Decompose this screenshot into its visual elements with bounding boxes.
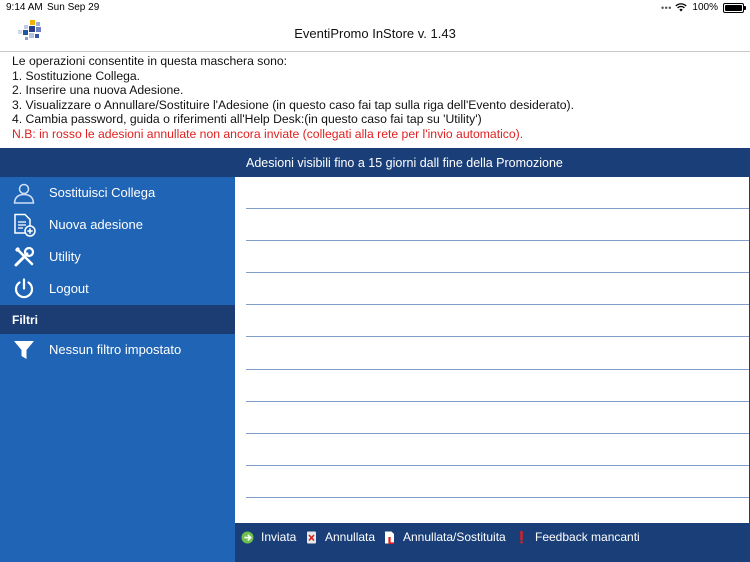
legend-sent bbox=[241, 530, 296, 544]
sidebar-item-nuova-adesione[interactable] bbox=[0, 209, 235, 241]
new-document-icon bbox=[12, 213, 36, 237]
filter-icon bbox=[12, 338, 36, 362]
battery-percent: 100% bbox=[692, 2, 718, 13]
status-right bbox=[661, 2, 744, 13]
sidebar-item-filter[interactable] bbox=[0, 334, 235, 366]
list-row-divider bbox=[246, 208, 750, 209]
sidebar-item-label: Utility bbox=[49, 249, 81, 264]
list-row-divider bbox=[246, 401, 750, 402]
status-bar bbox=[0, 0, 750, 16]
instruction-line: 1. Sostituzione Collega. bbox=[12, 68, 141, 83]
sidebar-item-label: Nuova adesione bbox=[49, 217, 143, 232]
sent-status-icon bbox=[241, 531, 254, 544]
list-row-divider bbox=[246, 497, 750, 498]
adesioni-heading: Adesioni visibili fino a 15 giorni dall fine della Promozione bbox=[235, 148, 750, 177]
cancelled-document-icon bbox=[305, 531, 318, 544]
filters-heading: Filtri bbox=[0, 305, 235, 334]
exclamation-icon bbox=[515, 531, 528, 544]
list-row-divider bbox=[246, 465, 750, 466]
wifi-icon bbox=[675, 3, 687, 12]
instructions-panel bbox=[12, 54, 574, 142]
instruction-line: Le operazioni consentite in questa maschera sono: bbox=[12, 54, 288, 68]
cancelled-replaced-document-icon bbox=[383, 531, 396, 544]
legend-bar bbox=[235, 523, 750, 562]
list-row-divider bbox=[246, 304, 750, 305]
list-row-divider bbox=[246, 433, 750, 434]
legend-label: Annullata/Sostituita bbox=[403, 530, 506, 544]
legend-cancelled-replaced bbox=[383, 530, 506, 544]
list-row-divider bbox=[246, 369, 750, 370]
tools-icon bbox=[12, 245, 36, 269]
sidebar bbox=[0, 148, 235, 562]
user-icon bbox=[12, 181, 36, 205]
sidebar-item-label: Sostituisci Collega bbox=[49, 185, 156, 200]
instruction-line: 4. Cambia password, guida o riferimenti all'Help Desk:(in questo caso fai tap su 'Utility') bbox=[12, 112, 482, 127]
sidebar-item-logout[interactable] bbox=[0, 273, 235, 305]
sidebar-item-sostituisci-collega[interactable] bbox=[0, 177, 235, 209]
sidebar-item-utility[interactable] bbox=[0, 241, 235, 273]
legend-label: Inviata bbox=[261, 530, 297, 544]
adesioni-list bbox=[235, 177, 750, 523]
list-row-divider bbox=[246, 272, 750, 273]
legend-label: Feedback mancanti bbox=[535, 530, 640, 544]
status-date: Sun Sep 29 bbox=[47, 2, 100, 13]
sidebar-top-band bbox=[0, 148, 235, 177]
instruction-line: 3. Visualizzare o Annullare/Sostituire l'Adesione (in questo caso fai tap sulla riga dell'Evento desiderato). bbox=[12, 97, 574, 112]
list-row-divider bbox=[246, 240, 750, 241]
instruction-warning: N.B: in rosso le adesioni annullate non ancora inviate (collegati alla rete per l'invio automatico). bbox=[12, 126, 524, 141]
power-icon bbox=[12, 277, 36, 301]
legend-feedback bbox=[515, 530, 640, 544]
instruction-line: 2. Inserire una nuova Adesione. bbox=[12, 83, 184, 98]
battery-icon bbox=[723, 3, 744, 13]
sidebar-item-label: Nessun filtro impostato bbox=[49, 342, 182, 357]
legend-cancelled bbox=[305, 530, 375, 544]
sidebar-item-label: Logout bbox=[49, 281, 89, 296]
multitasking-dots-icon: • • • bbox=[660, 2, 671, 13]
app-header bbox=[0, 16, 750, 52]
list-row-divider bbox=[246, 336, 750, 337]
status-time: 9:14 AM bbox=[6, 2, 43, 13]
app-title: EventiPromo InStore v. 1.43 bbox=[294, 26, 456, 41]
legend-label: Annullata bbox=[325, 530, 376, 544]
